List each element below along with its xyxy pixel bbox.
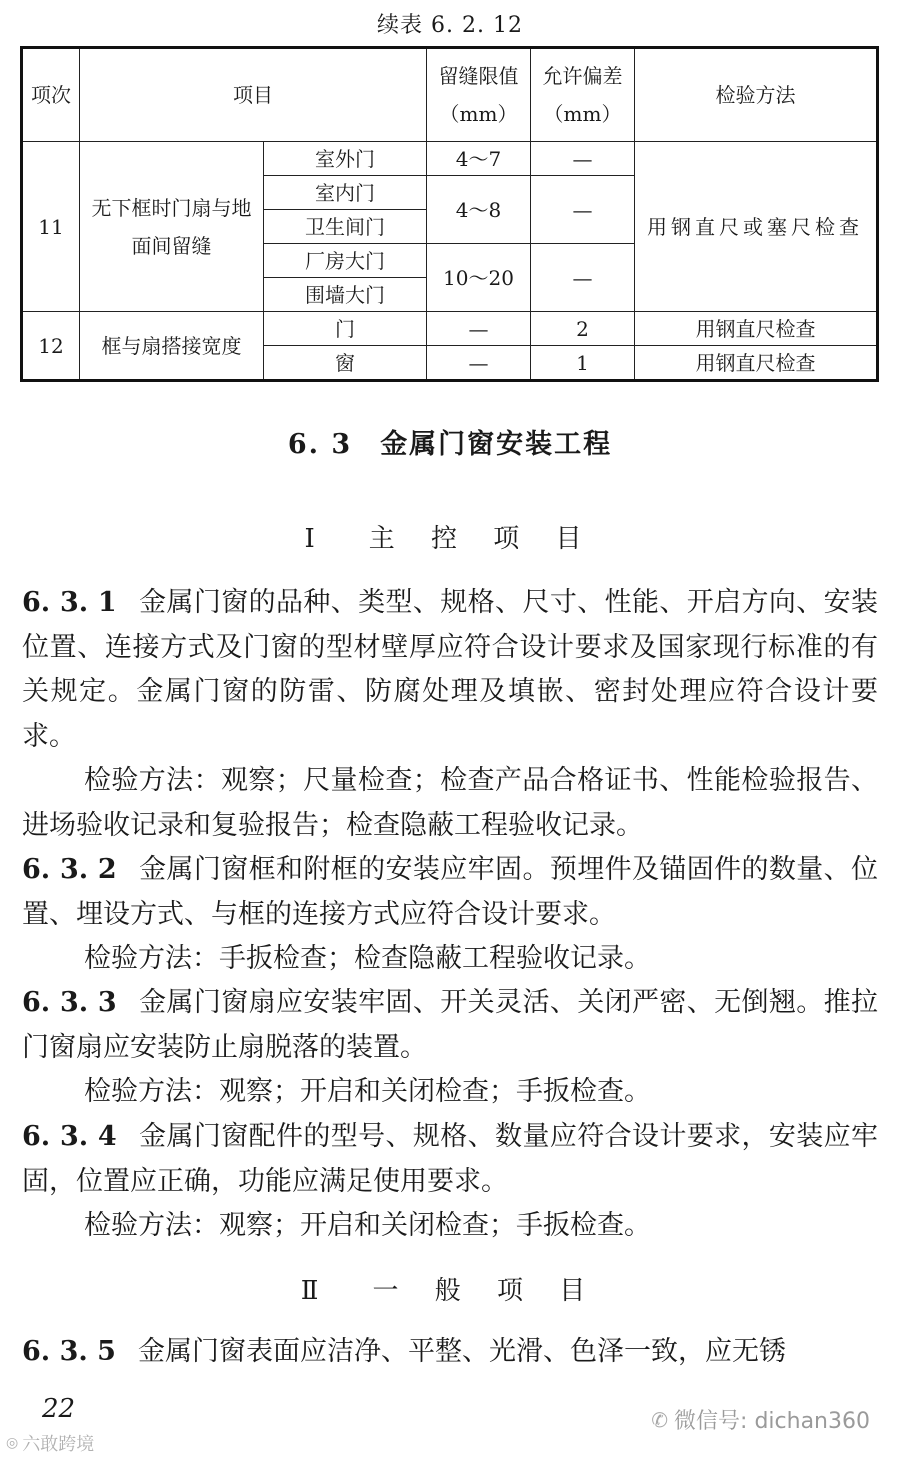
- row11-tol-2: —: [531, 176, 635, 244]
- paragraph-6-3-1: [22, 581, 878, 759]
- paragraph-text: 金属门窗扇应安装牢固、开关灵活、关闭严密、无倒翘。推拉门窗扇应安装防止扇脱落的装置。: [22, 987, 879, 1063]
- paragraph-number: 6. 3. 2: [22, 854, 117, 885]
- row12-tol-window: 1: [531, 346, 635, 381]
- paragraph-number: 6. 3. 3: [22, 987, 117, 1018]
- paragraph-number: 6. 3. 5: [22, 1336, 116, 1367]
- row11-tol-1: —: [531, 142, 635, 176]
- row12-method-door: 用钢直尺检查: [635, 312, 878, 346]
- wechat-watermark: [651, 1404, 870, 1435]
- header-no: 项次: [22, 48, 80, 142]
- subsection-general: Ⅱ 一 般 项 目: [300, 1276, 600, 1306]
- row12-sub-door: 门: [264, 312, 427, 346]
- header-method: 检验方法: [635, 48, 878, 142]
- paragraph-number: 6. 3. 1: [22, 587, 117, 618]
- paragraph-number: 6. 3. 4: [22, 1121, 117, 1152]
- row12-sub-window: 窗: [264, 346, 427, 381]
- header-gap-limit: [427, 48, 531, 142]
- row12-gap-window: —: [427, 346, 531, 381]
- section-number: 6. 3: [287, 429, 353, 460]
- paragraph-text: 金属门窗表面应洁净、平整、光滑、色泽一致，应无锈: [137, 1336, 786, 1367]
- row12-tol-door: 2: [531, 312, 635, 346]
- paragraph-text: 金属门窗框和附框的安装应牢固。预埋件及锚固件的数量、位置、埋设方式、与框的连接方式应符合设计要求。: [22, 854, 879, 930]
- paragraph-text: 金属门窗配件的型号、规格、数量应符合设计要求，安装应牢固，位置应正确，功能应满足使用要求。: [22, 1121, 879, 1197]
- header-gap-limit-label: 留缝限值: [438, 64, 519, 88]
- row11-sub-factory: 厂房大门: [264, 244, 427, 278]
- paragraph-6-3-2: [22, 848, 878, 937]
- logo-icon: ◎: [6, 1435, 19, 1451]
- row11-method: 用钢直尺或塞尺检查: [635, 142, 878, 312]
- row12-gap-door: —: [427, 312, 531, 346]
- row11-gap-3: 10～20: [427, 244, 531, 312]
- row11-sub-indoor: 室内门: [264, 176, 427, 210]
- paragraph-text: 金属门窗的品种、类型、规格、尺寸、性能、开启方向、安装位置、连接方式及门窗的型材壁厚应符合设计要求及国家现行标准的有关规定。金属门窗的防雷、防腐处理及填嵌、密封处理应符合设计要求。: [22, 587, 879, 752]
- header-tolerance-label: 允许偏差: [542, 64, 623, 88]
- row11-sub-wall: 围墙大门: [264, 278, 427, 312]
- section-title: 金属门窗安装工程: [380, 429, 613, 460]
- paragraph-6-3-5: [22, 1330, 878, 1375]
- page-number: 22: [42, 1394, 76, 1424]
- header-gap-limit-unit: （mm）: [439, 102, 518, 126]
- table-caption: 续表 6. 2. 12: [377, 13, 523, 38]
- paragraph-6-3-3-method: 检验方法：观察；开启和关闭检查；手扳检查。: [84, 1076, 651, 1107]
- paragraph-6-3-2-method: 检验方法：手扳检查；检查隐蔽工程验收记录。: [84, 943, 651, 974]
- wechat-icon: ✆: [651, 1407, 669, 1432]
- header-tolerance: [531, 48, 635, 142]
- watermark-text: 微信号: dichan360: [674, 1409, 870, 1434]
- row11-sub-bathroom: 卫生间门: [264, 210, 427, 244]
- row11-tol-3: —: [531, 244, 635, 312]
- row12-no: 12: [22, 312, 80, 381]
- header-tolerance-unit: （mm）: [543, 102, 622, 126]
- row11-no: 11: [22, 142, 80, 312]
- paragraph-6-3-1-method: 检验方法：观察；尺量检查；检查产品合格证书、性能检验报告、进场验收记录和复验报告；检查隐蔽工程验收记录。: [22, 765, 878, 841]
- paragraph-6-3-3: [22, 981, 878, 1070]
- logo-text: 六敢跨境: [22, 1434, 95, 1455]
- row11-sub-outdoor: 室外门: [264, 142, 427, 176]
- section-heading: [0, 422, 900, 461]
- paragraph-6-3-4-method: 检验方法：观察；开启和关闭检查；手扳检查。: [84, 1210, 651, 1241]
- row11-gap-2: 4～8: [427, 176, 531, 244]
- brand-logo: [6, 1430, 94, 1456]
- subsection-main-control: Ⅰ 主 控 项 目: [304, 524, 596, 554]
- tolerance-table: [20, 46, 879, 382]
- row12-item: 框与扇搭接宽度: [80, 312, 264, 381]
- row12-method-window: 用钢直尺检查: [635, 346, 878, 381]
- header-item: 项目: [80, 48, 427, 142]
- row11-item: 无下框时门扇与地面间留缝: [80, 142, 264, 312]
- row11-gap-1: 4～7: [427, 142, 531, 176]
- paragraph-6-3-4: [22, 1115, 878, 1204]
